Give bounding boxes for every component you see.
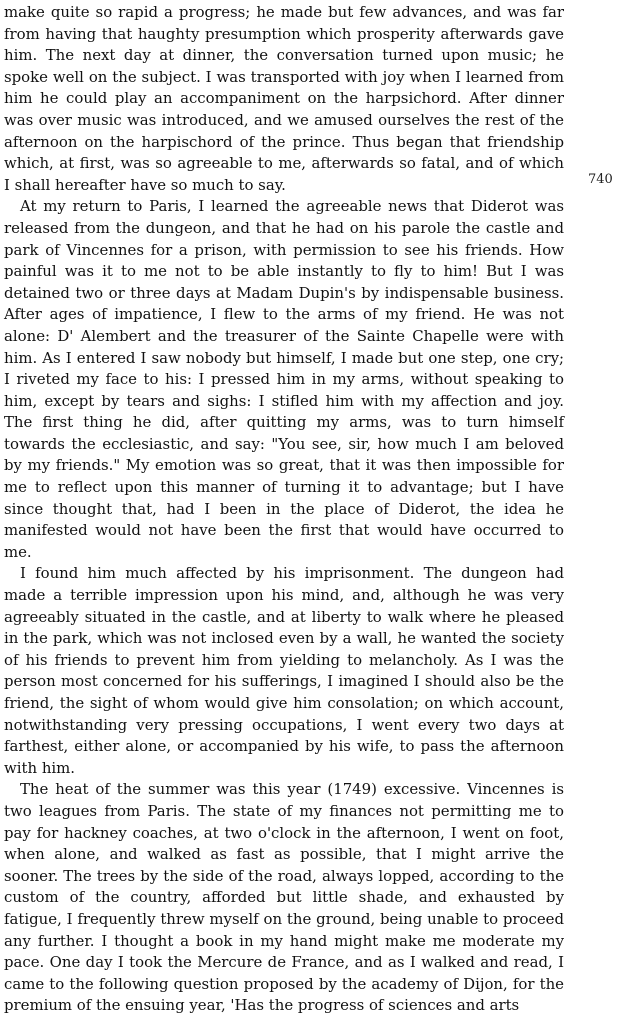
body-text xyxy=(4,2,564,1017)
paragraph-imprisonment: I found him much affected by his imprisonment. The dungeon had made a terrible impression upon his mind, and, although he was very agreeably situated in the castle, and at liberty to walk where he pleased in the park, which was not inclosed even by a wall, he wanted the society of his friends to prevent him from yielding to melancholy. As I was the person most concerned for his sufferings, I imagined I should also be the friend, the sight of whom would give him consolation; on which account, notwithstanding very pressing occupations, I went every two days at farthest, either alone, or accompanied by his wife, to pass the afternoon with him. xyxy=(4,564,564,777)
page-number: 740 xyxy=(588,172,613,187)
paragraph-summer-heat: The heat of the summer was this year (1749) excessive. Vincennes is two leagues from Paris. The state of my finances not permitting me to pay for hackney coaches, at two o'clock in the afternoon, I went on foot, when alone, and walked as fast as possible, that I might arrive the sooner. The trees by the side of the road, always lopped, according to the custom of the country, afforded but little shade, and exhausted by fatigue, I frequently threw myself on the ground, being unable to proceed any further. I thought a book in my hand might make me moderate my pace. One day I took the Mercure de France, and as I walked and read, I came to the following question proposed by the academy of Dijon, for the premium of the ensuing year, 'Has the progress of sciences and arts xyxy=(4,780,564,1015)
paragraph-continued: make quite so rapid a progress; he made but few advances, and was far from having that haughty presumption which prosperity afterwards gave him. The next day at dinner, the conversation turned upon music; he spoke well on the subject. I was transported with joy when I learned from him he could play an accompaniment on the harpsichord. After dinner was over music was introduced, and we amused ourselves the rest of the afternoon on the harpischord of the prince. Thus began that friendship which, at first, was so agreeable to me, afterwards so fatal, and of which I shall hereafter have so much to say. xyxy=(4,3,564,194)
paragraph-diderot-release: At my return to Paris, I learned the agreeable news that Diderot was released from the dungeon, and that he had on his parole the castle and park of Vincennes for a prison, with permission to see his friends. How painful was it to me not to be able instantly to fly to him! But I was detained two or three days at Madam Dupin's by indispensable business. After ages of impatience, I flew to the arms of my friend. He was not alone: D' Alembert and the treasurer of the Sainte Chapelle were with him. As I entered I saw nobody but himself, I made but one step, one cry; I riveted my face to his: I pressed him in my arms, without speaking to him, except by tears and sighs: I stifled him with my affection and joy. The first thing he did, after quitting my arms, was to turn himself towards the ecclesiastic, and say: "You see, sir, how much I am beloved by my friends." My emotion was so great, that it was then impossible for me to reflect upon this manner of turning it to advantage; but I have since thought that, had I been in the place of Diderot, the idea he manifested would not have been the first that would have occurred to me. xyxy=(4,197,564,561)
